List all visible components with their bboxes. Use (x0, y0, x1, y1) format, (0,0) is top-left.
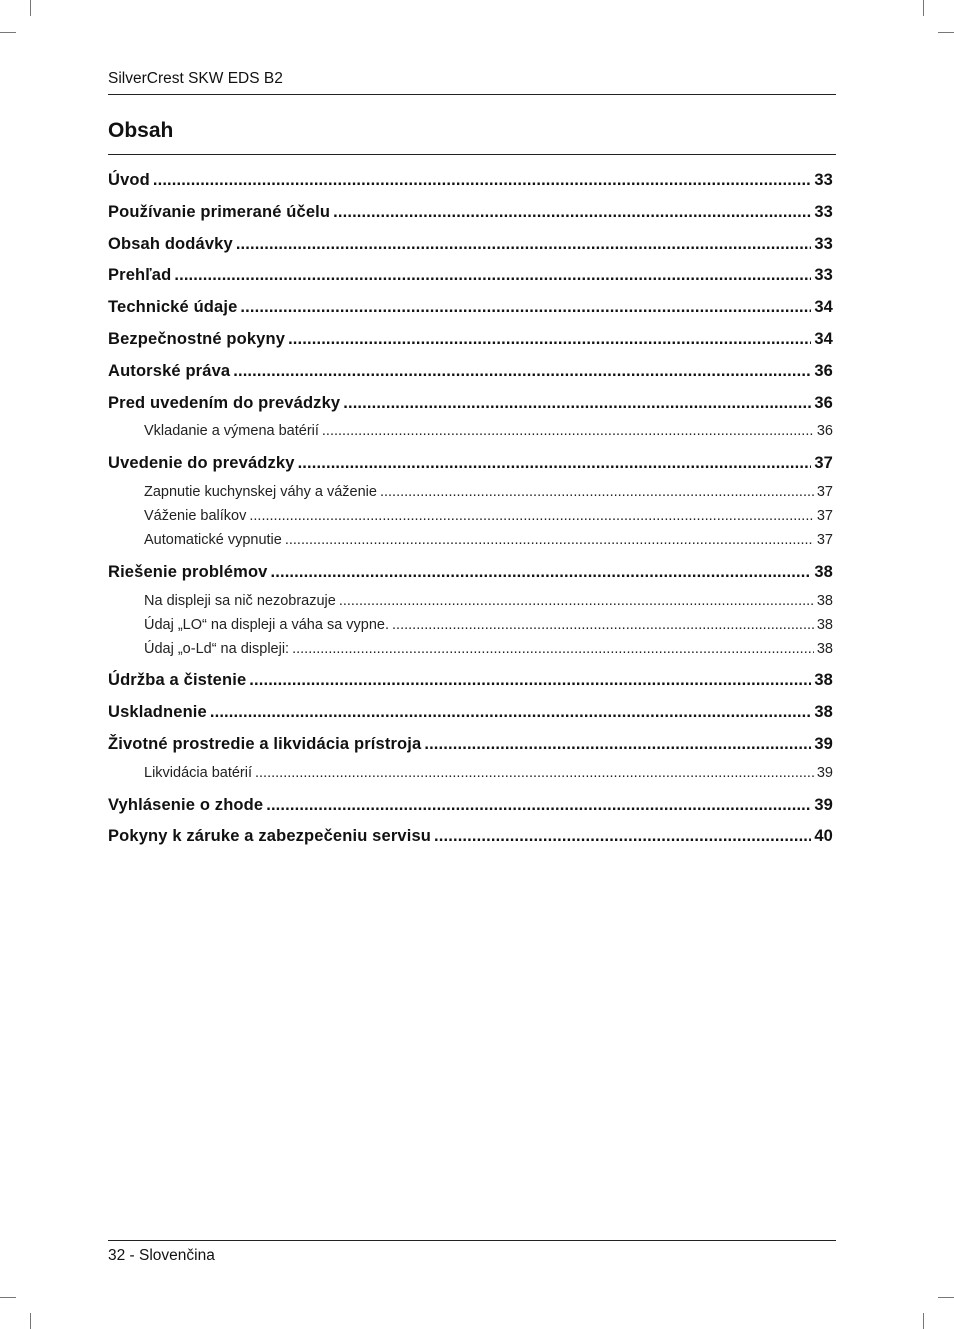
toc-entry-label: Autorské práva (108, 361, 231, 380)
toc-page-number: 34 (814, 298, 833, 317)
page-footer: 32 - Slovenčina (108, 1247, 215, 1264)
toc-entry-label: Obsah dodávky (108, 234, 233, 253)
toc-leader-dots (249, 504, 813, 528)
toc-subentry[interactable] (108, 419, 833, 443)
toc-page-number: 34 (814, 329, 833, 348)
toc-entry-label: Uskladnenie (108, 703, 207, 722)
toc-entry[interactable] (108, 263, 833, 287)
toc-entry-label: Pred uvedením do prevádzky (108, 393, 341, 412)
toc-page-number: 39 (816, 764, 833, 781)
toc-entry[interactable] (108, 700, 833, 724)
toc-entry[interactable] (108, 793, 833, 817)
toc-leader-dots (240, 295, 811, 319)
toc-entry[interactable] (108, 200, 833, 224)
toc-entry[interactable] (108, 451, 833, 475)
toc-entry[interactable] (108, 391, 833, 415)
toc-subentry[interactable] (108, 589, 833, 613)
toc-page-number: 37 (816, 507, 833, 524)
title-rule (108, 154, 836, 155)
toc-leader-dots (233, 359, 811, 383)
crop-mark (0, 1297, 16, 1298)
toc-page-number: 38 (816, 616, 833, 633)
toc-leader-dots (288, 327, 811, 351)
toc-page-number: 36 (814, 361, 833, 380)
toc-leader-dots (434, 824, 811, 848)
toc-entry[interactable] (108, 327, 833, 351)
footer-rule (108, 1240, 836, 1241)
toc-page-number: 38 (816, 592, 833, 609)
toc-entry[interactable] (108, 295, 833, 319)
toc-page-number: 37 (816, 531, 833, 548)
toc-entry[interactable] (108, 824, 833, 848)
toc-entry-label: Vkladanie a výmena batérií (144, 423, 319, 440)
page-title: Obsah (108, 119, 174, 142)
toc-page-number: 39 (814, 795, 833, 814)
crop-mark (923, 1313, 924, 1329)
crop-mark (923, 0, 924, 16)
toc-leader-dots (271, 560, 812, 584)
toc-entry[interactable] (108, 232, 833, 256)
toc-entry-label: Automatické vypnutie (144, 531, 282, 548)
toc-leader-dots (333, 200, 811, 224)
toc-entry-label: Životné prostredie a likvidácia prístroja (108, 734, 422, 753)
toc-entry-label: Údržba a čistenie (108, 671, 247, 690)
toc-entry-label: Pokyny k záruke a zabezpečeniu servisu (108, 827, 432, 846)
crop-mark (938, 1297, 954, 1298)
toc-entry[interactable] (108, 732, 833, 756)
toc-entry-label: Údaj „o-Ld“ na displeji: (144, 640, 290, 657)
toc-page-number: 37 (814, 454, 833, 473)
toc-entry-label: Na displeji sa nič nezobrazuje (144, 592, 336, 609)
toc-leader-dots (343, 391, 811, 415)
header-rule (108, 94, 836, 95)
toc-page-number: 38 (814, 562, 833, 581)
toc-page-number: 33 (814, 266, 833, 285)
toc-leader-dots (339, 589, 814, 613)
toc-entry[interactable] (108, 560, 833, 584)
toc-leader-dots (153, 168, 811, 192)
toc-page-number: 38 (814, 703, 833, 722)
toc-entry-label: Používanie primerané účelu (108, 202, 331, 221)
toc-entry-label: Prehľad (108, 266, 172, 285)
toc-page-number: 38 (816, 640, 833, 657)
toc-page-number: 38 (814, 671, 833, 690)
toc-page-number: 33 (814, 202, 833, 221)
toc-entry[interactable] (108, 668, 833, 692)
toc-entry-label: Váženie balíkov (144, 507, 247, 524)
toc-entry-label: Riešenie problémov (108, 562, 268, 581)
toc-subentry[interactable] (108, 761, 833, 785)
toc-leader-dots (249, 668, 811, 692)
toc-leader-dots (292, 637, 814, 661)
toc-entry-label: Zapnutie kuchynskej váhy a váženie (144, 483, 377, 500)
toc-leader-dots (380, 480, 814, 504)
toc-leader-dots (210, 700, 811, 724)
toc-leader-dots (174, 263, 811, 287)
toc-page-number: 37 (816, 483, 833, 500)
toc-leader-dots (266, 793, 811, 817)
toc-page-number: 33 (814, 171, 833, 189)
toc-page-number: 36 (814, 393, 833, 412)
toc-entry-label: Uvedenie do prevádzky (108, 454, 295, 473)
toc-page-number: 40 (814, 827, 833, 846)
toc-leader-dots (298, 451, 812, 475)
toc-subentry[interactable] (108, 480, 833, 504)
toc-leader-dots (322, 419, 814, 443)
toc-subentry[interactable] (108, 528, 833, 552)
toc-page-number: 39 (814, 734, 833, 753)
toc-leader-dots (236, 232, 812, 256)
crop-mark (30, 1313, 31, 1329)
toc-subentry[interactable] (108, 613, 833, 637)
toc-subentry[interactable] (108, 637, 833, 661)
toc-subentry[interactable] (108, 504, 833, 528)
toc-leader-dots (424, 732, 811, 756)
toc-page-number: 33 (814, 234, 833, 253)
crop-mark (0, 32, 16, 33)
toc-entry[interactable] (108, 359, 833, 383)
toc-leader-dots (285, 528, 814, 552)
toc-entry-label: Vyhlásenie o zhode (108, 795, 264, 814)
toc-entry-label: Úvod (108, 171, 150, 189)
crop-mark (30, 0, 31, 16)
table-of-contents (108, 168, 833, 856)
toc-entry-label: Likvidácia batérií (144, 764, 252, 781)
toc-leader-dots (255, 761, 814, 785)
toc-leader-dots (392, 613, 814, 637)
toc-entry-label: Údaj „LO“ na displeji a váha sa vypne. (144, 616, 390, 633)
toc-page-number: 36 (816, 423, 833, 440)
crop-mark (938, 32, 954, 33)
toc-entry[interactable] (108, 168, 833, 192)
toc-entry-label: Bezpečnostné pokyny (108, 329, 286, 348)
running-header: SilverCrest SKW EDS B2 (108, 70, 283, 87)
toc-entry-label: Technické údaje (108, 298, 238, 317)
